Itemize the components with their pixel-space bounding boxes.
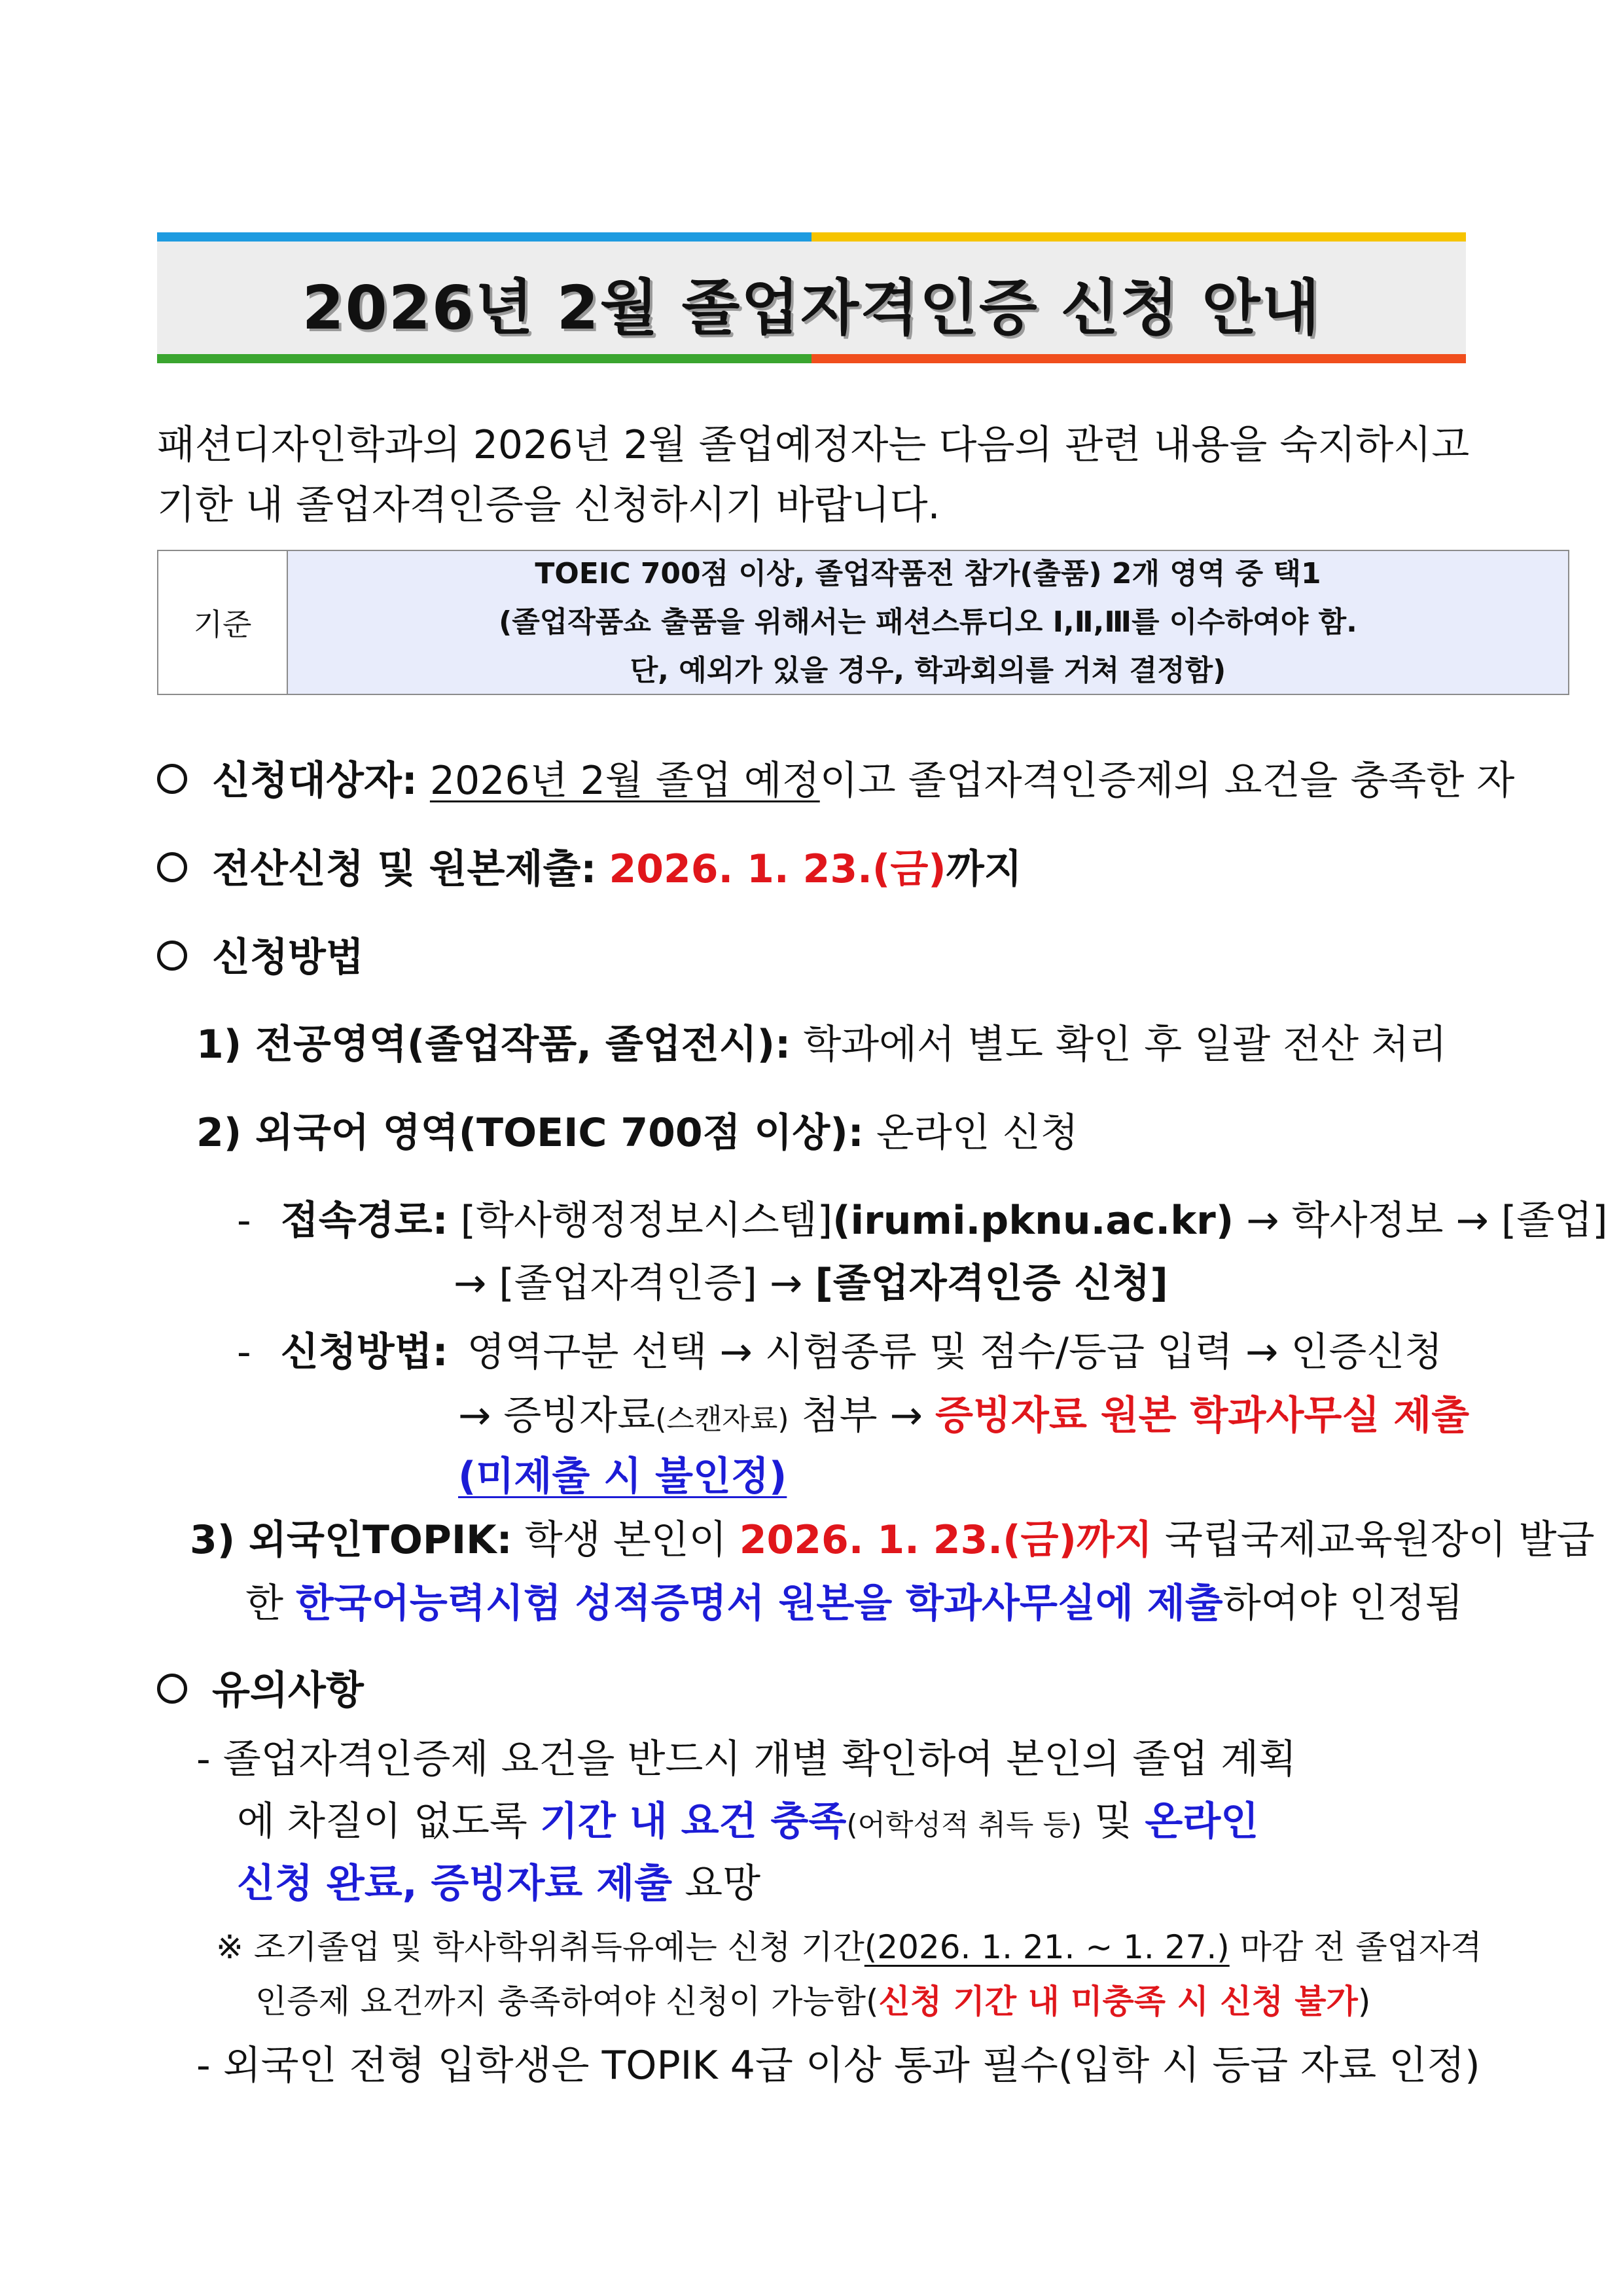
access-path-steps: → 학사정보 → [졸업] [1246,1198,1608,1244]
access-path-row-2 [454,1252,1168,1308]
target-value-underlined: 2026년 2월 졸업 예정 [429,758,820,804]
how-label: 신청방법: [280,1329,448,1375]
how-submit-original: 증빙자료 원본 학과사무실 제출 [935,1393,1470,1439]
note-1-request: 요망 [685,1861,761,1907]
method-heading-row [157,926,364,982]
how-dash: - [237,1329,251,1375]
banner-bar-yellow [812,232,1466,242]
criteria-label: 기준 [158,551,288,694]
method-item-1-label: 1) 전공영역(졸업작품, 졸업전시): [196,1022,791,1067]
deadline-row [157,838,1022,894]
note-1-line-2 [237,1790,1258,1846]
method-item-2 [196,1102,1079,1158]
how-row-2 [458,1384,1469,1441]
access-path-label: 접속경로: [280,1198,448,1244]
note-2-line1-a: ※ 조기졸업 및 학사학위취득유예는 신청 기간 [216,1928,865,1966]
method-item-2-label: 2) 외국어 영역(TOEIC 700점 이상): [196,1110,864,1156]
access-path-steps-2: → [졸업자격인증] → [454,1261,803,1306]
criteria-table [157,550,1569,695]
topik-submit-certificate: 한국어능력시험 성적증명서 원본을 학과사무실에 제출 [296,1581,1223,1626]
access-path-final-step: [졸업자격인증 신청] [815,1261,1168,1306]
criteria-line-1: TOEIC 700점 이상, 졸업작품전 참가(출품) 2개 영역 중 택1 [535,557,1321,590]
note-2-line2-a: 인증제 요건까지 충족하여야 신청이 가능함( [255,1982,879,2020]
note-1-line2-a: 에 차질이 없도록 [237,1799,527,1844]
method-item-1 [196,1013,1447,1069]
access-path-dash: - [237,1198,251,1244]
how-attach: 첨부 → [801,1393,923,1439]
notes-heading-row [157,1659,364,1715]
topik-label: 3) 외국인TOPIK: [190,1517,512,1563]
notes-heading: 유의사항 [212,1668,364,1713]
access-path-system: [학사행정정보시스템] [460,1198,833,1244]
note-1-line-1: - 졸업자격인증제 요건을 반드시 개별 확인하여 본인의 졸업 계획 [196,1736,1297,1782]
deadline-label: 전산신청 및 원본제출: [212,846,597,892]
note-2-period: (2026. 1. 21. ~ 1. 27.) [864,1928,1230,1966]
target-label: 신청대상자: [212,758,418,804]
intro-line-2: 기한 내 졸업자격인증을 신청하시기 바랍니다. [157,482,940,528]
deadline-date: 2026. 1. 23.(금) [609,846,946,892]
note-3: - 외국인 전형 입학생은 TOPIK 4급 이상 통과 필수(입학 시 등급 자료 인정) [196,2043,1480,2089]
note-2-line-1 [216,1921,1482,1968]
how-row-1 [237,1321,1442,1377]
note-2-warning: 신청 기간 내 미충족 시 신청 불가 [878,1982,1358,2020]
criteria-body [288,551,1568,694]
topik-row-1 [190,1509,1595,1565]
page-title: 2026년 2월 졸업자격인증 신청 안내 [302,273,1321,343]
banner-bar-orange [812,354,1466,363]
topik-text-a: 학생 본인이 [524,1517,727,1563]
how-warning: (미제출 시 불인정) [458,1454,787,1499]
circle-bullet-icon [157,941,187,971]
banner-bar-blue [157,232,812,242]
note-1-online: 온라인 [1145,1799,1259,1844]
note-1-and: 및 [1094,1799,1133,1844]
note-1-line-3 [237,1852,760,1909]
note-2-line-2 [255,1975,1370,2022]
access-path-url: (irumi.pknu.ac.kr) [832,1198,1234,1244]
deadline-suffix: 까지 [946,846,1022,892]
note-1-language-score: (어학성적 취득 등) [846,1808,1082,1842]
title-banner [157,232,1466,363]
how-row-3 [458,1445,787,1501]
topik-row-2 [245,1572,1463,1628]
topik-line2-b: 하여야 인정됨 [1222,1581,1463,1626]
note-1-complete-submit: 신청 완료, 증빙자료 제출 [237,1861,673,1907]
intro-line-1: 패션디자인학과의 2026년 2월 졸업예정자는 다음의 관련 내용을 숙지하시고 [157,422,1470,468]
circle-bullet-icon [157,852,187,882]
access-path-row-1 [237,1189,1608,1246]
topik-text-b: 국립국제교육원장이 발급 [1164,1517,1595,1563]
how-scan-note: (스캔자료) [655,1403,789,1436]
how-steps-1: 영역구분 선택 → 시험종류 및 점수/등급 입력 → 인증신청 [467,1329,1443,1375]
target-row [157,749,1514,806]
note-1-meet-requirements: 기간 내 요건 충족 [539,1799,847,1844]
note-2-line1-b: 마감 전 졸업자격 [1240,1928,1482,1966]
method-item-1-text: 학과에서 별도 확인 후 일괄 전산 처리 [803,1022,1448,1067]
topik-line2-a: 한 [245,1581,283,1626]
note-2-line2-b: ) [1357,1982,1371,2020]
target-value-rest: 이고 졸업자격인증제의 요건을 충족한 자 [819,758,1515,804]
criteria-line-3: 단, 예외가 있을 경우, 학과회의를 거쳐 결정함) [630,654,1226,687]
circle-bullet-icon [157,1674,187,1704]
criteria-line-2: (졸업작품쇼 출품을 위해서는 패션스튜디오 Ⅰ,Ⅱ,Ⅲ를 이수하여야 함. [499,605,1357,639]
how-steps-2: → 증빙자료 [458,1393,656,1439]
circle-bullet-icon [157,764,187,794]
topik-date: 2026. 1. 23.(금)까지 [739,1517,1152,1563]
banner-bar-green [157,354,812,363]
method-item-2-text: 온라인 신청 [876,1110,1079,1156]
method-heading: 신청방법 [212,935,364,980]
